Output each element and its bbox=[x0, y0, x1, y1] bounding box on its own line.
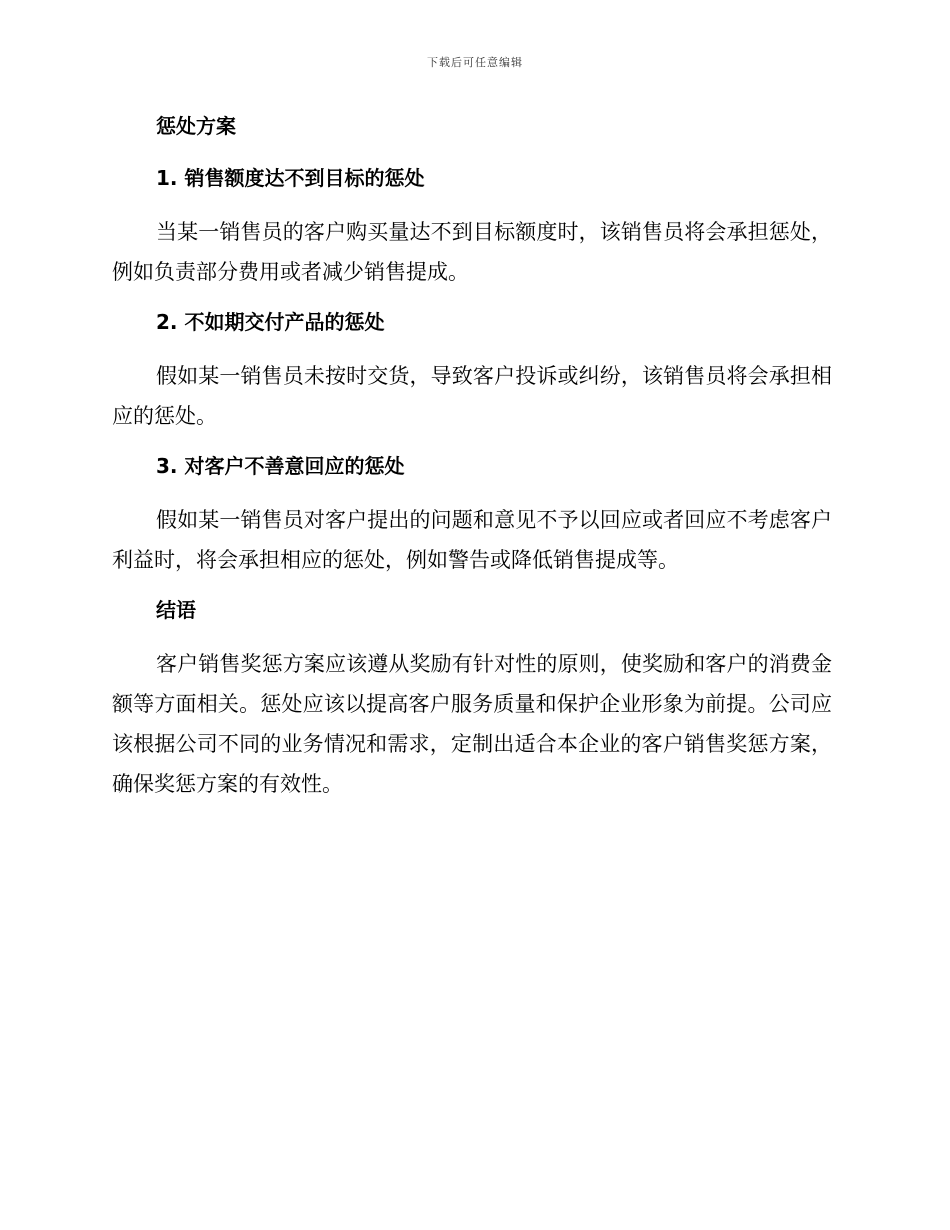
item-1-text: 当某一销售员的客户购买量达不到目标额度时，该销售员将会承担惩处，例如负责部分费用或者减少销售提成。 bbox=[112, 220, 832, 284]
conclusion-text: 客户销售奖惩方案应该遵从奖励有针对性的原则，使奖励和客户的消费金额等方面相关。惩处应该以提高客户服务质量和保护企业形象为前提。公司应该根据公司不同的业务情况和需求，定制出适合本企业的客户销售奖惩方案，确保奖惩方案的有效性。 bbox=[112, 652, 832, 796]
header-note: 下载后可任意编辑 bbox=[427, 56, 523, 69]
conclusion-title: 结语 bbox=[156, 598, 196, 622]
item-3-heading: 3. 对客户不善意回应的惩处 bbox=[156, 454, 405, 478]
item-3-text: 假如某一销售员对客户提出的问题和意见不予以回应或者回应不考虑客户利益时，将会承担相应的惩处，例如警告或降低销售提成等。 bbox=[112, 508, 832, 572]
item-2-text: 假如某一销售员未按时交货，导致客户投诉或纠纷，该销售员将会承担相应的惩处。 bbox=[112, 364, 832, 428]
document-body bbox=[112, 108, 832, 816]
item-1-heading: 1. 销售额度达不到目标的惩处 bbox=[156, 166, 425, 190]
section-title: 惩处方案 bbox=[156, 114, 236, 138]
item-2-heading: 2. 不如期交付产品的惩处 bbox=[156, 310, 385, 334]
